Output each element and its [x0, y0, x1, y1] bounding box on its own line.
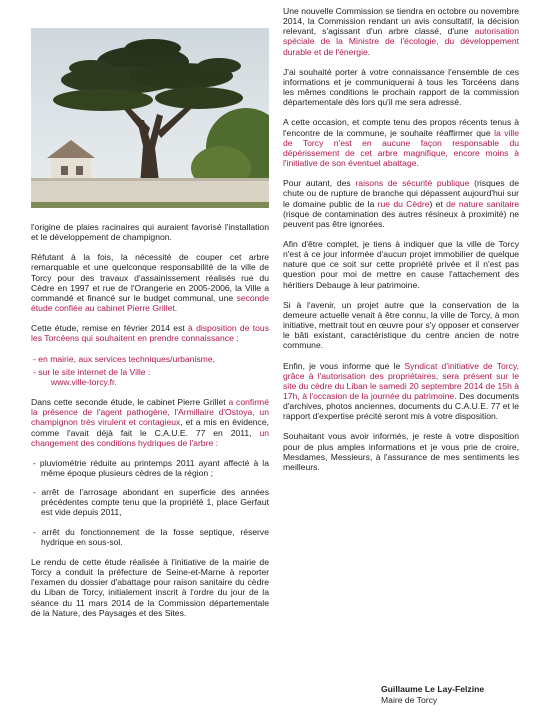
list-item: - sur le site internet de la Ville : www.ville-torcy.fr. — [33, 366, 151, 387]
paragraph-origin: l'origine de plaies racinaires qui auraient favorisé l'installation et le développement de champignon. — [31, 222, 269, 243]
paragraph-study-availability: Cette étude, remise en février 2014 est à disposition de tous les Torcéens qui souhaitent en prendre connaissance : — [31, 323, 269, 344]
cedar-tree-photo — [31, 28, 269, 208]
paragraph-real-estate: Afin d'être complet, je tiens à indiquer que la ville de Torcy n'est à ce jour informée d'aucun projet immobilier de quelque nature que ce soit sur cette propriété privée et il n'est pas question pour moi de mettre en cause l'attachement des héritiers Debauge à leur patrimoine. — [283, 238, 519, 290]
signatory-name: Guillaume Le Lay-Felzine — [381, 684, 485, 694]
highlight-hydric-change: un changement des conditions hydriques de l'arbre : — [31, 427, 269, 448]
website-link[interactable]: www.ville-torcy.fr. — [51, 376, 117, 387]
conditions-list — [31, 458, 269, 547]
highlight-syndicate: Syndicat d'initiative de Torcy, grâce à l'autorisation des propriétaires, sera présent sur le site du cèdre du Liban le samedi 20 septembre 2014 de 15h à 17h, à l'occasion de la journée du patrimoine — [283, 360, 520, 401]
paragraph-reaffirm: A cette occasion, et compte tenu des propos récents tenus à l'encontre de la commune, je souhaite réaffirmer que la ville de Torcy n'est en aucune façon responsable du dépérissement de cet arbre magnifique, encore moins à l'initiative de son éventuel abattage. — [283, 117, 520, 169]
list-item: - en mairie, aux services techniques/urbanisme, — [33, 353, 215, 364]
list-item: - arrêt du fonctionnement de la fosse septique, réserve hydrique en sous-sol. — [33, 526, 269, 547]
highlight-sanitary: de nature sanitaire — [446, 198, 520, 209]
list-item: - pluviométrie réduite au printemps 2011 ayant affecté à la même époque plusieurs cèdres de la région ; — [33, 457, 269, 478]
paragraph-heritage-day: Enfin, je vous informe que le Syndicat d'initiative de Torcy, grâce à l'autorisation des propriétaires, sera présent sur le site du cèdre du Liban le samedi 20 septembre 2014 de 15h à 17h, à l'occasion de la journée du patrimoine. Des documents d'archives, photos anciennes, documents du C.A.U.E. 77 et le rapport d'expertise précité seront mis à votre disposition. — [283, 360, 520, 422]
signature-block — [381, 684, 484, 705]
paragraph-closing: Souhaitant vous avoir informés, je reste à votre disposition pour de plus amples informations et je vous prie de croire, Mesdames, Messieurs, à l'assurance de mes sentiments les meilleurs. — [283, 431, 519, 472]
paragraph-information: J'ai souhaité porter à votre connaissance l'ensemble de ces informations et je communiquerai à tous les Torcéens dans les mêmes conditions le prochain rapport de la commission départementale dès lors qu'il me sera adressé. — [283, 66, 519, 108]
highlight-ministry: autorisation spéciale de la Ministre de l'écologie, du développement durable et de l'énergie — [283, 26, 519, 57]
highlight-second-study: seconde étude confiée au cabinet Pierre Grillet — [31, 292, 269, 314]
signatory-title: Maire de Torcy — [381, 694, 438, 705]
availability-list — [31, 354, 269, 387]
highlight-public-safety: raisons de sécurité publique — [355, 178, 470, 189]
right-column — [283, 6, 519, 482]
highlight-availability: à disposition de tous les Torcéens qui souhaitent en prendre connaissance : — [31, 323, 269, 344]
highlight-pathogen: a confirmé la présence de l'agent pathogène, l'Armillaire d'Ostoya, un champignon très virulent et contagieux — [31, 397, 269, 428]
paragraph-refuting: Réfutant à la fois, la nécessité de couper cet arbre remarquable et une quelconque responsabilité de la ville de Torcy pour des travaux d'assainissement réalisés rue du Cèdre en 1997 et rue de l'Orangerie en 2005-2006, la Ville a commandé et financé sur le budget communal, une seconde étude confiée au cabinet Pierre Grillet. — [31, 252, 269, 314]
paragraph-prefecture: Le rendu de cette étude réalisée à l'initiative de la mairie de Torcy a conduit la préfecture de Seine-et-Marne à reporter l'examen du dossier d'abattage pour raison sanitaire du cèdre du Liban de Torcy, initialement inscrit à l'ordre du jour de la séance du 11 mars 2014 de la Commission départementale de la Nature, des Paysages et des Sites. — [31, 556, 269, 618]
highlight-street: rue du Cèdre — [377, 198, 430, 209]
highlight-not-responsible: la ville de Torcy n'est en aucune façon responsable du dépérissement de cet arbre magnifique, encore moins à l'initiative de son éventuel abattage — [283, 127, 520, 169]
paragraph-second-study: Dans cette seconde étude, le cabinet Pierre Grillet a confirmé la présence de l'agent pathogène, l'Armillaire d'Ostoya, un champignon très virulent et contagieux, et a mis en évidence, comme l'avait déjà fait le C.A.U.E. 77 en 2011, un changement des conditions hydriques de l'arbre : — [31, 397, 270, 448]
list-item: - arrêt de l'arrosage abondant en superficie des années précédentes compte tenu que la propriété 1, place Gerfaut est vide depuis 2011, — [33, 487, 269, 518]
paragraph-new-commission: Une nouvelle Commission se tiendra en octobre ou novembre 2014, la Commission rendant un avis consultatif, la décision relevant, s'agissant d'un arbre classé, d'une autorisation spéciale de la Ministre de l'écologie, du développement durable et de l'énergie. — [283, 6, 519, 57]
paragraph-safety: Pour autant, des raisons de sécurité publique (risques de chute ou de rupture de branche qui dépassent aujourd'hui sur le domaine public de la rue du Cèdre) et de nature sanitaire (risque de contamination des autres résineux à proximité) ne peuvent pas être ignorées. — [283, 178, 520, 229]
paragraph-future-project: Si à l'avenir, un projet autre que la conservation de la demeure actuelle venait à être connu, la ville de Torcy, à mon initiative, mettrait tout en œuvre pour s'y opposer et conserver le bâti existant, caractéristique du centre ancien de notre commune. — [283, 299, 519, 351]
left-column — [31, 0, 269, 628]
cedar-tree-illustration — [31, 28, 269, 208]
